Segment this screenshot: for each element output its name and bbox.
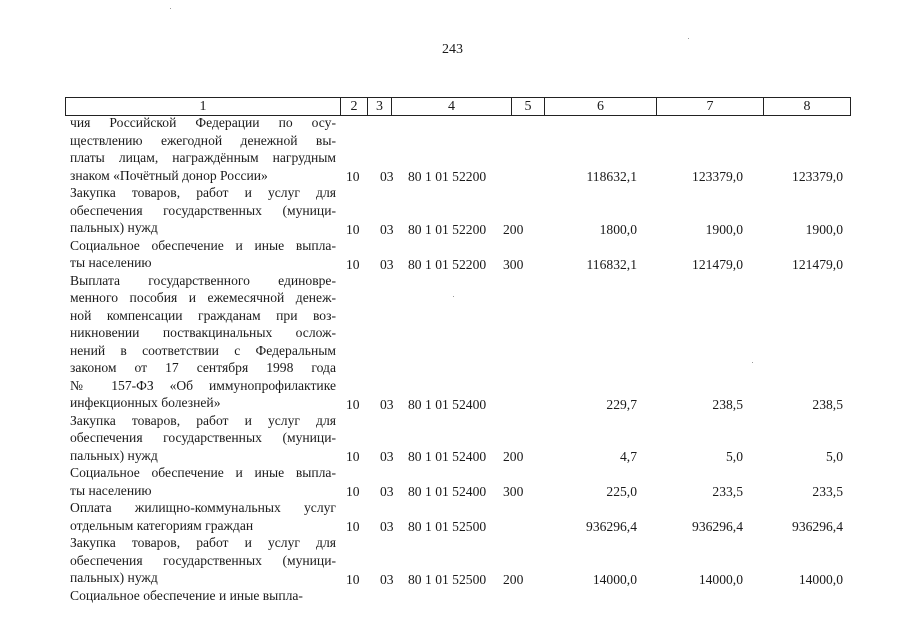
cell-column-7: 121479,0 xyxy=(692,256,743,272)
row-description-line: отдельным категориям граждан xyxy=(70,517,254,533)
cell-column-5: 200 xyxy=(503,221,524,237)
cell-column-6: 225,0 xyxy=(606,484,637,499)
cell-column-3: 03 xyxy=(380,169,394,184)
scan-speck xyxy=(453,296,454,297)
column-header-4: 4 xyxy=(392,98,512,116)
row-description-line: № 157-ФЗ «Об иммунопрофилактике xyxy=(70,377,336,393)
cell-column-4: 80 1 01 52200 xyxy=(408,256,487,272)
cell-column-3: 03 xyxy=(380,484,394,499)
cell-column-3: 03 xyxy=(380,396,394,412)
cell-column-2: 10 xyxy=(346,484,360,499)
row-description-line: знаком «Почётный донор России» xyxy=(70,167,268,183)
row-description-line: нений в соответствии с Федеральным xyxy=(70,342,336,358)
column-header-8: 8 xyxy=(764,98,851,116)
row-description-line: Выплата государственного единовре- xyxy=(70,272,336,288)
scan-speck xyxy=(752,362,753,363)
cell-column-4: 80 1 01 52400 xyxy=(408,396,487,412)
cell-column-2: 10 xyxy=(346,396,360,412)
cell-column-2: 10 xyxy=(346,256,360,272)
row-description-line: ты населению xyxy=(70,482,152,498)
row-description-line: чия Российской Федерации по осу- xyxy=(70,115,336,130)
row-description-line: обеспечения государственных (муници- xyxy=(70,202,336,218)
cell-column-8: 238,5 xyxy=(812,396,843,412)
row-description-line: Закупка товаров, работ и услуг для xyxy=(70,185,336,200)
column-header-5: 5 xyxy=(512,98,545,116)
cell-column-4: 80 1 01 52400 xyxy=(408,449,487,464)
column-header-3: 3 xyxy=(368,98,392,116)
cell-column-5: 300 xyxy=(503,484,524,499)
cell-column-7: 14000,0 xyxy=(698,571,743,587)
cell-column-7: 936296,4 xyxy=(692,519,743,534)
cell-column-4: 80 1 01 52500 xyxy=(408,571,487,587)
cell-column-7: 123379,0 xyxy=(692,169,743,184)
row-description-line: менного пособия и ежемесячной денеж- xyxy=(70,290,336,305)
cell-column-8: 5,0 xyxy=(826,449,843,464)
cell-column-3: 03 xyxy=(380,221,394,237)
cell-column-6: 4,7 xyxy=(620,449,637,464)
cell-column-2: 10 xyxy=(346,449,360,464)
cell-column-7: 5,0 xyxy=(726,449,743,464)
cell-column-8: 1900,0 xyxy=(805,221,843,237)
cell-column-3: 03 xyxy=(380,256,394,272)
cell-column-6: 118632,1 xyxy=(586,169,637,184)
row-description-line: платы лицам, награждённым нагрудным xyxy=(70,150,336,165)
cell-column-7: 1900,0 xyxy=(705,221,743,237)
cell-column-4: 80 1 01 52500 xyxy=(408,519,487,534)
row-description-line: ществлению ежегодной денежной вы- xyxy=(70,132,336,148)
row-description-line: Закупка товаров, работ и услуг для xyxy=(70,412,336,428)
cell-column-5: 200 xyxy=(503,449,524,464)
cell-column-8: 14000,0 xyxy=(798,571,843,587)
page-number: 243 xyxy=(442,42,463,57)
row-description-line: пальных) нужд xyxy=(70,447,158,463)
row-description-line: Социальное обеспечение и иные выпла- xyxy=(70,465,336,480)
row-description-line: законом от 17 сентября 1998 года xyxy=(70,360,336,375)
row-description-line: обеспечения государственных (муници- xyxy=(70,552,336,568)
cell-column-4: 80 1 01 52200 xyxy=(408,169,487,184)
cell-column-8: 936296,4 xyxy=(792,519,843,534)
cell-column-8: 233,5 xyxy=(812,484,843,499)
column-header-2: 2 xyxy=(341,98,368,116)
row-description-line: Оплата жилищно-коммунальных услуг xyxy=(70,500,336,515)
cell-column-6: 936296,4 xyxy=(586,519,637,534)
row-description-line: инфекционных болезней» xyxy=(70,395,221,410)
cell-column-4: 80 1 01 52200 xyxy=(408,221,487,237)
cell-column-3: 03 xyxy=(380,571,394,587)
cell-column-4: 80 1 01 52400 xyxy=(408,484,487,499)
cell-column-6: 229,7 xyxy=(606,396,637,412)
row-description-line: пальных) нужд xyxy=(70,220,158,235)
cell-column-3: 03 xyxy=(380,449,394,464)
cell-column-3: 03 xyxy=(380,519,394,534)
cell-column-2: 10 xyxy=(346,169,360,184)
row-description-line: Социальное обеспечение и иные выпла- xyxy=(70,237,336,253)
cell-column-7: 233,5 xyxy=(712,484,743,499)
row-description-line: Закупка товаров, работ и услуг для xyxy=(70,535,336,550)
cell-column-6: 14000,0 xyxy=(592,571,637,587)
row-description-line: обеспечения государственных (муници- xyxy=(70,430,336,445)
column-header-7: 7 xyxy=(657,98,764,116)
cell-column-2: 10 xyxy=(346,221,360,237)
row-description-line: Социальное обеспечение и иные выпла- xyxy=(70,587,303,603)
cell-column-2: 10 xyxy=(346,571,360,587)
cell-column-5: 300 xyxy=(503,256,524,272)
cell-column-5: 200 xyxy=(503,571,524,587)
cell-column-8: 121479,0 xyxy=(792,256,843,272)
row-description-line: ной компенсации гражданам при воз- xyxy=(70,307,336,323)
scan-speck xyxy=(170,8,171,9)
cell-column-2: 10 xyxy=(346,519,360,534)
cell-column-8: 123379,0 xyxy=(792,169,843,184)
cell-column-7: 238,5 xyxy=(712,396,743,412)
row-description-line: ты населению xyxy=(70,255,152,270)
column-header-6: 6 xyxy=(545,98,657,116)
row-description-line: никновении поствакцинальных ослож- xyxy=(70,325,336,340)
cell-column-6: 1800,0 xyxy=(599,221,637,237)
cell-column-6: 116832,1 xyxy=(586,256,637,272)
row-description-line: пальных) нужд xyxy=(70,570,158,585)
column-header-1: 1 xyxy=(66,98,341,116)
scan-speck xyxy=(688,38,689,39)
